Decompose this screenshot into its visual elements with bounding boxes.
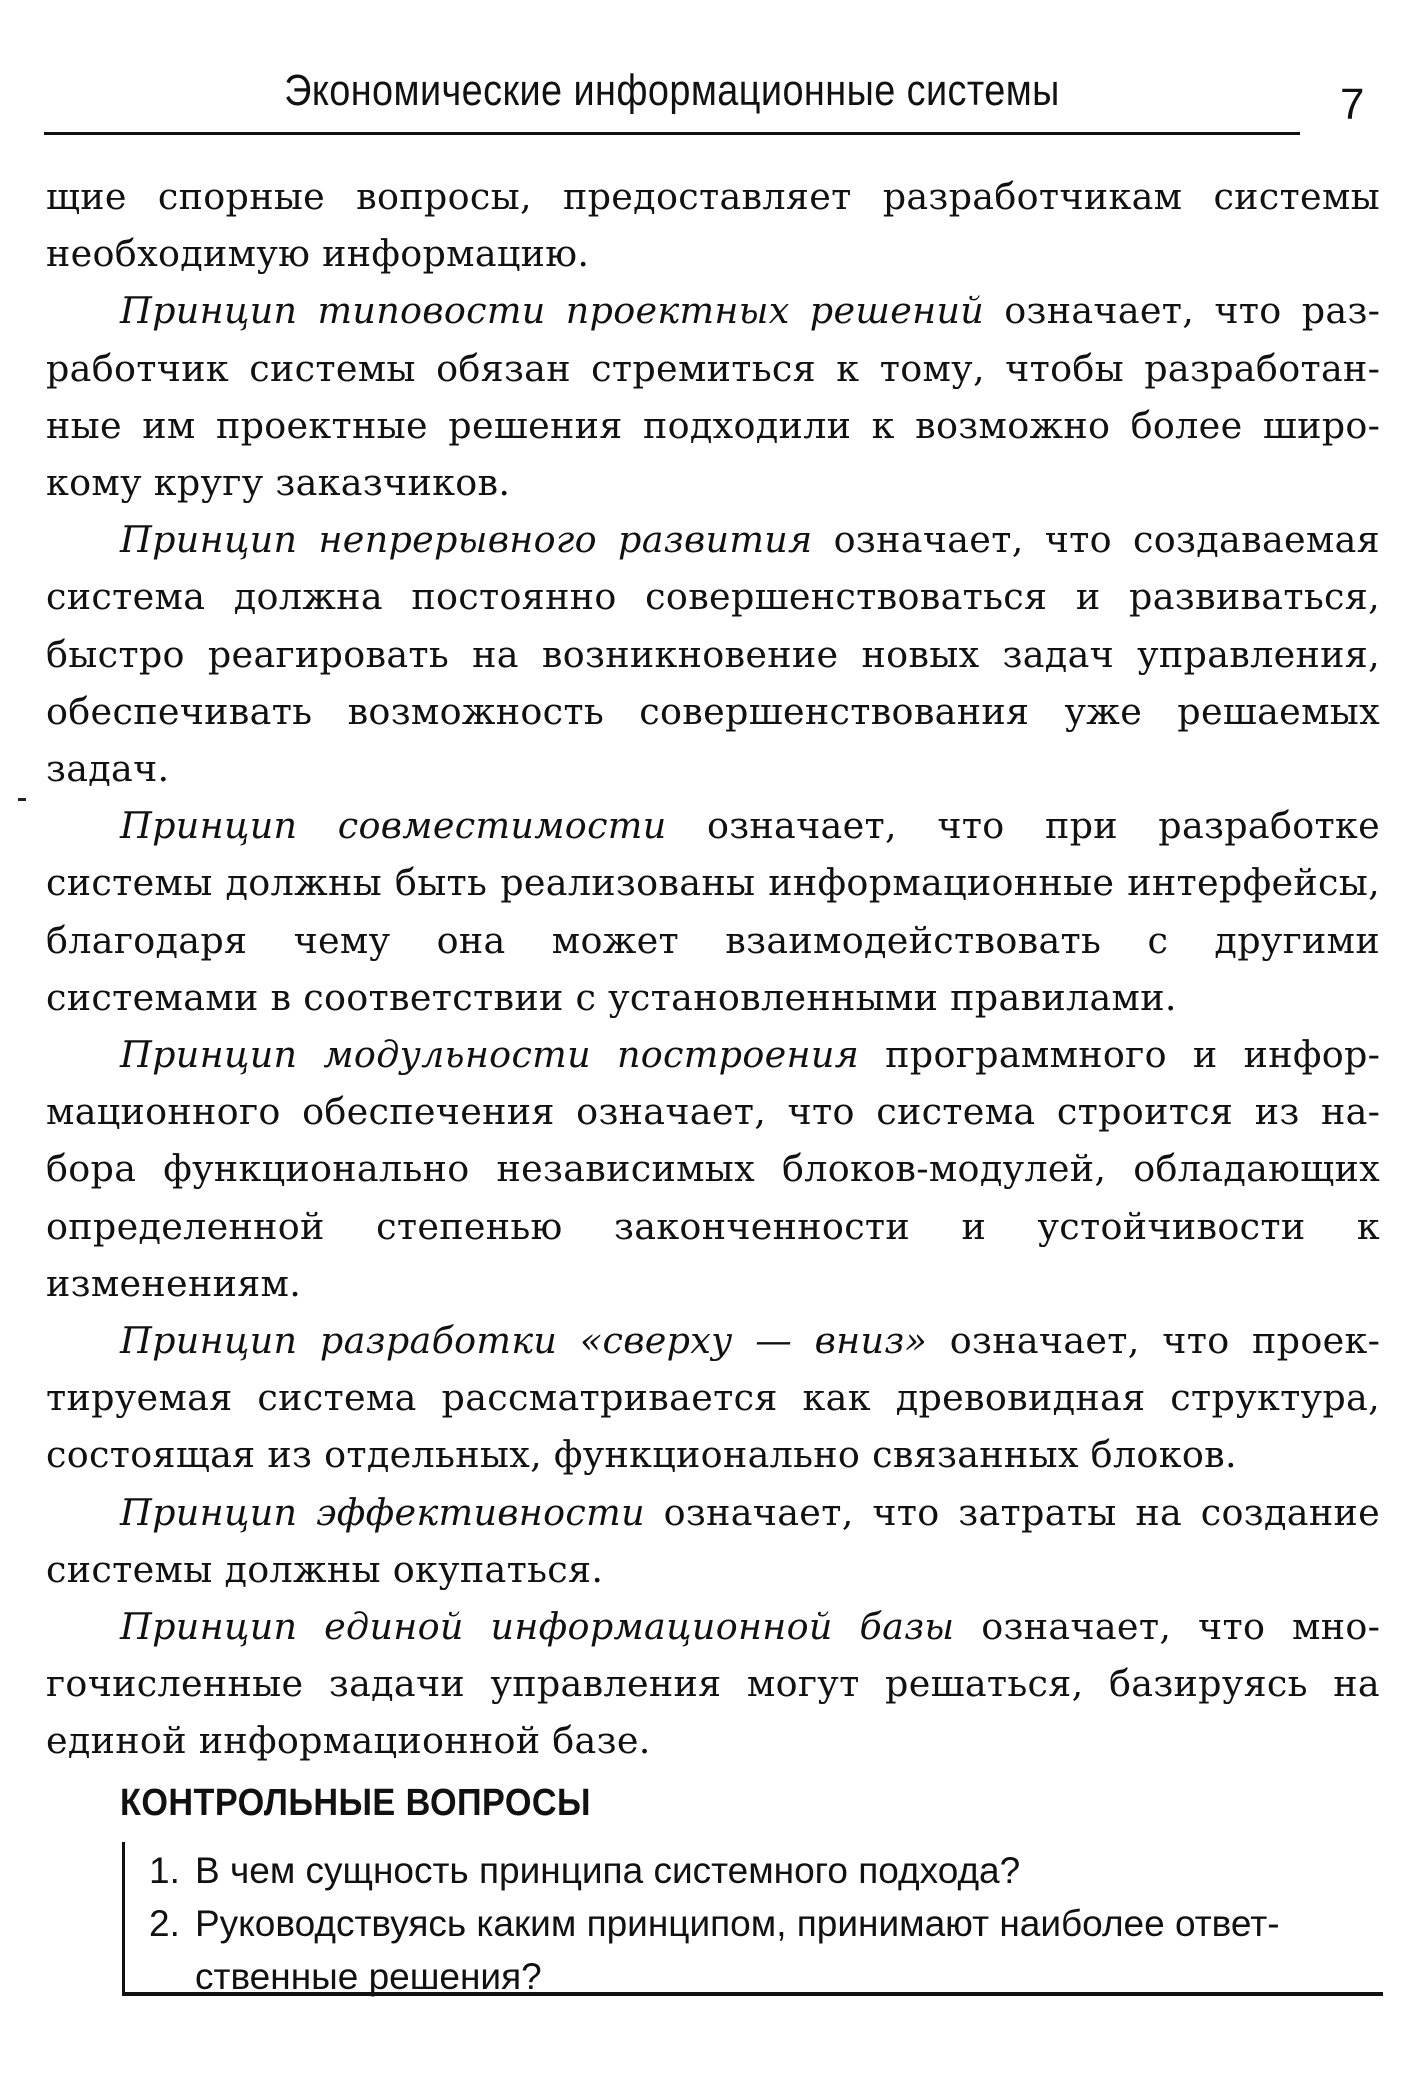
- question-item: [149, 1844, 1379, 1897]
- principle-term: Принцип разработки «сверху — вниз»: [120, 1319, 928, 1363]
- question-number: 1.: [149, 1850, 180, 1891]
- paragraph-typical-solutions: [46, 282, 1380, 511]
- principle-term: Принцип единой информационной базы: [120, 1605, 955, 1649]
- paragraph-continuous-development: [46, 511, 1380, 797]
- paragraph-text: означает, что при разработке системы должны быть реализованы информационные интерфейсы, благодаря чему она может взаимодействовать с другими системами в соответствии с установленными правилами.: [46, 804, 1380, 1019]
- question-number: 2.: [149, 1903, 180, 1944]
- review-questions-list: [149, 1844, 1379, 2003]
- paragraph-text: щие спорные вопросы, предоставляет разработчикам системы необходимую информацию.: [46, 175, 1380, 276]
- paragraph-text: программного и информационного обеспечения означает, что система строится из набора функционально независимых блоков-модулей, обладающих определенной степенью законченности и устойчивости к изменениям.: [46, 1033, 1380, 1305]
- running-header: [44, 62, 1300, 135]
- paragraph-text: означает, что проектируемая система рассматривается как древовидная структура, состоящая из отдельных, функционально связанных блоков.: [46, 1319, 1380, 1477]
- paragraph-efficiency: [46, 1484, 1380, 1598]
- paragraph-text: означает, что разработчик системы обязан стремиться к тому, чтобы разработанные им проектные решения подходили к возможно более широкому кругу заказчиков.: [46, 289, 1380, 505]
- review-questions-box: [122, 1842, 1383, 1996]
- question-item: [149, 1897, 1379, 2003]
- principle-term: Принцип типовости проектных решений: [120, 289, 985, 333]
- principle-term: Принцип совместимости: [120, 804, 667, 848]
- paragraph-unified-database: [46, 1598, 1380, 1770]
- principle-term: Принцип непрерывного развития: [120, 518, 813, 562]
- principle-term: Принцип модульности построения: [120, 1033, 860, 1077]
- paragraph-modularity: [46, 1026, 1380, 1312]
- question-text: В чем сущность принципа системного подхода?: [195, 1850, 1021, 1891]
- paragraph-text: означает, что многочисленные задачи управления могут решаться, базируясь на единой информационной базе.: [46, 1605, 1380, 1763]
- paragraph-text: означает, что затраты на создание системы должны окупаться.: [46, 1490, 1380, 1591]
- paragraph-text: означает, что создаваемая система должна постоянно совершенствоваться и развиваться, быстро реагировать на возникновение новых задач управления, обеспечивать возможность совершенствования уже решаемых задач.: [46, 518, 1380, 791]
- review-questions-heading: КОНТРОЛЬНЫЕ ВОПРОСЫ: [120, 1782, 591, 1824]
- margin-mark: [18, 798, 26, 801]
- running-title: Экономические информационные системы: [284, 66, 1060, 115]
- paragraph-compatibility: [46, 797, 1380, 1026]
- paragraph-continuation: [46, 168, 1380, 282]
- body-text: [46, 168, 1380, 1770]
- page-number: 7: [1340, 80, 1365, 129]
- principle-term: Принцип эффективности: [120, 1490, 645, 1534]
- paragraph-top-down: [46, 1312, 1380, 1484]
- question-text: Руководствуясь каким принципом, принимают наиболее ответственные решения?: [195, 1903, 1280, 1997]
